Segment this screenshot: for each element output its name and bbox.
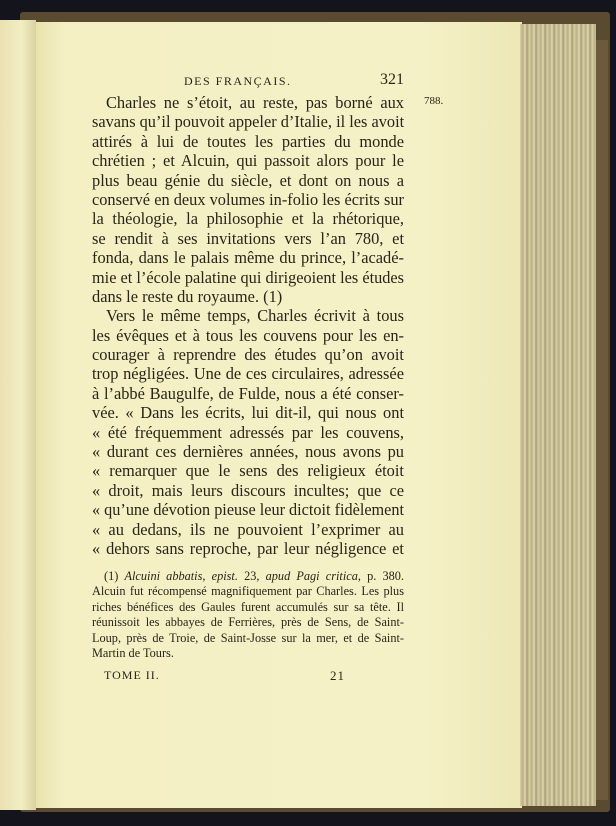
left-page-edge <box>0 20 36 810</box>
signature-mark: 21 <box>330 668 345 683</box>
body-line: « dehors sans reproche, par leur négligence et <box>92 538 404 558</box>
body-line: « droit, mais leurs discours incultes; que ce <box>92 480 404 500</box>
margin-note-year: 788. <box>424 95 444 107</box>
volume-signature: TOME II. <box>104 668 160 682</box>
body-line: se rendit à ses invitations vers l’an 780, et <box>92 228 404 248</box>
running-header <box>92 72 404 90</box>
body-line: courager à reprendre des études qu’on avoit <box>92 345 404 365</box>
body-line: dans le reste du royaume. (1) <box>92 286 283 306</box>
body-line: à l’abbé Baugulfe, de Fulde, nous a été conser- <box>92 383 404 403</box>
footnote-line: Alcuin fut récompensé magnifiquement par Charles. Les plus <box>92 584 404 599</box>
body-line: mie et l’école palatine qui dirigeoient les études <box>92 267 404 287</box>
footnote <box>92 569 404 661</box>
body-line: attirés à lui de toutes les parties du monde <box>92 131 404 151</box>
body-line: « au dedans, ils ne pouvoient l’exprimer au <box>92 519 404 539</box>
body-line: « durant ces dernières années, nous avons pu <box>92 442 404 462</box>
body-line: Vers le même temps, Charles écrivit à tous <box>106 306 404 326</box>
body-line: savans qu’il pouvoit appeler d’Italie, il les avoit <box>92 112 405 132</box>
footnote-line: Loup, près de Troie, de Saint-Josse sur la mer, et de Saint- <box>92 630 404 645</box>
body-line: « été fréquemment adressés par les couvens, <box>92 422 404 442</box>
running-title: DES FRANÇAIS. <box>184 74 292 88</box>
body-line: Charles ne s’étoit, au reste, pas borné aux <box>106 93 404 112</box>
body-line: fonda, dans le palais même du prince, l’acadé- <box>92 248 404 268</box>
body-line: plus beau génie du siècle, et dont on nous a <box>92 170 404 190</box>
body-line: vée. « Dans les écrits, lui dit-il, qui nous ont <box>92 403 404 423</box>
footnote-line: riches bénéfices des Gaules furent accumulés sur sa tête. Il <box>92 599 404 614</box>
body-line: chrétien ; et Alcuin, qui passoit alors pour le <box>92 151 404 171</box>
binding-edge <box>596 40 608 800</box>
body-line: « qu’une dévotion pieuse leur dictoit fidèlement <box>92 500 404 520</box>
page-fore-edge <box>520 24 596 806</box>
footnote-line: réunissoit les abbayes de Ferrières, près de Sens, de Saint- <box>92 615 404 630</box>
body-line: la théologie, la philosophie et la rhétorique, <box>92 209 404 229</box>
body-line: les évêques et à tous les couvens pour les en- <box>92 325 404 345</box>
footnote-line: Martin de Tours. <box>92 645 174 660</box>
footnote-citation: (1) Alcuini abbatis, epist. 23, apud Pagi critica, p. 380. <box>104 569 404 583</box>
body-line: trop négligées. Une de ces circulaires, adressée <box>92 364 404 384</box>
body-line: « remarquer que le sens des religieux étoit <box>92 461 404 481</box>
body-text <box>92 93 404 558</box>
page-number: 321 <box>380 71 404 88</box>
body-line: conservé en deux volumes in-folio les écrits sur <box>92 189 404 209</box>
